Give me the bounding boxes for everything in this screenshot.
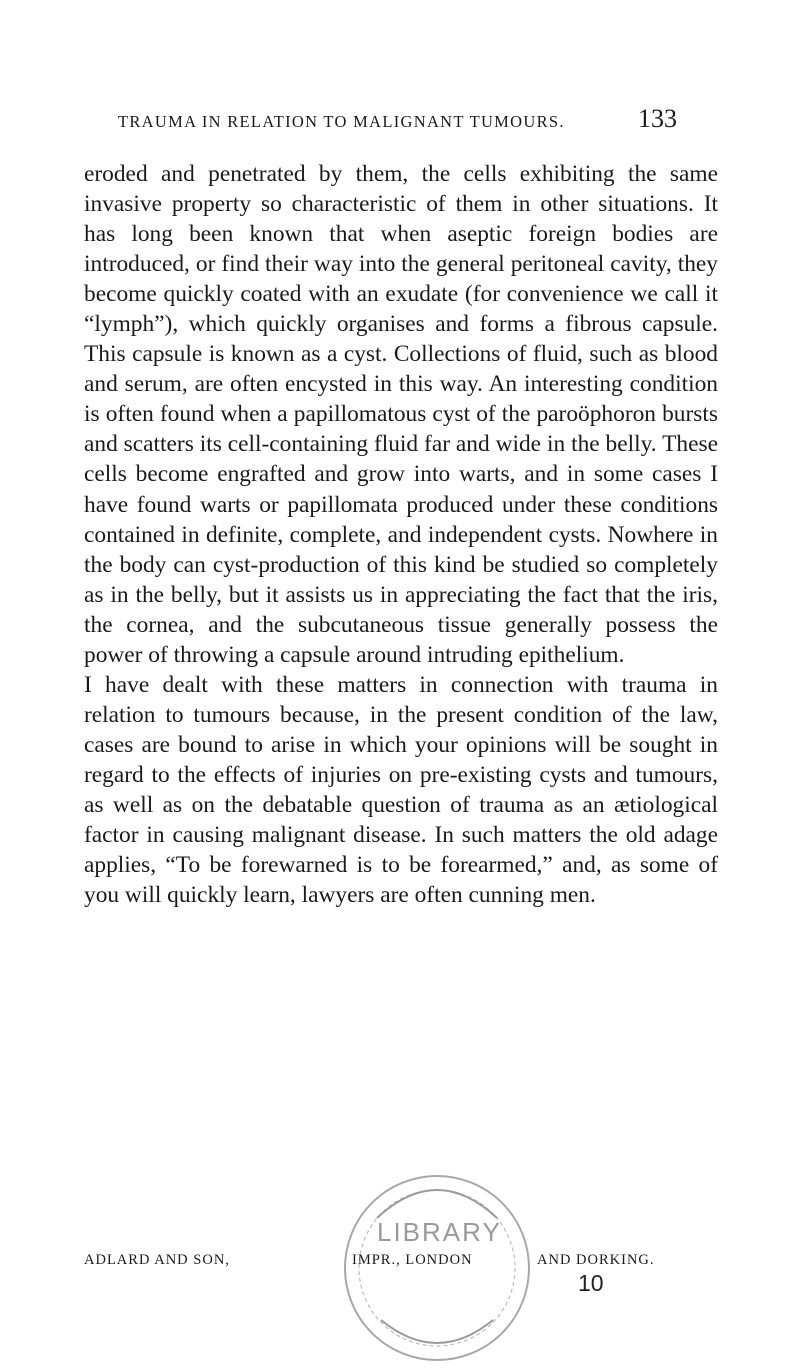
stamp-number: 10 bbox=[578, 1270, 604, 1296]
imprint-center: IMPR., LONDON bbox=[352, 1252, 473, 1268]
stamp-label: LIBRARY bbox=[377, 1217, 502, 1247]
imprint-left: ADLARD AND SON, bbox=[84, 1252, 230, 1268]
paragraph-1: eroded and penetrated by them, the cells exhibiting the same invasive property so characteristic of them in other situations. It has long been known that when aseptic foreign bodies are introduced, or find their way into the general peritoneal cavity, they become quickly coated with an exudate (for convenience we call it “lymph”), which quickly organises and forms a fibrous capsule. This capsule is known as a cyst. Collections of fluid, such as blood and serum, are often encysted in this way. An interesting condition is often found when a papillomatous cyst of the paroöphoron bursts and scatters its cell-containing fluid far and wide in the belly. These cells become engrafted and grow into warts, and in some cases I have found warts or papillomata produced under these conditions contained in definite, complete, and independent cysts. Nowhere in the body can cyst-production of this kind be studied so completely as in the belly, but it assists us in appreciating the fact that the iris, the cornea, and the subcutaneous tissue generally possess the power of throwing a capsule around intruding epithelium. bbox=[84, 161, 718, 668]
imprint-right: AND DORKING. bbox=[537, 1252, 655, 1268]
paragraph-2: I have dealt with these matters in connection with trauma in relation to tumours because, in the present condition of the law, cases are bound to arise in which your opinions will be sought in regard to the effects of injuries on pre-existing cysts and tumours, as well as on the debatable question of trauma as an ætiological factor in causing malignant disease. In such matters the old adage applies, “To be forewarned is to be forearmed,” and, as some of you will quickly learn, lawyers are often cunning men. bbox=[84, 671, 718, 909]
body-text bbox=[84, 159, 718, 910]
page-number: 133 bbox=[638, 104, 677, 133]
running-head: TRAUMA IN RELATION TO MALIGNANT TUMOURS. bbox=[118, 112, 565, 131]
